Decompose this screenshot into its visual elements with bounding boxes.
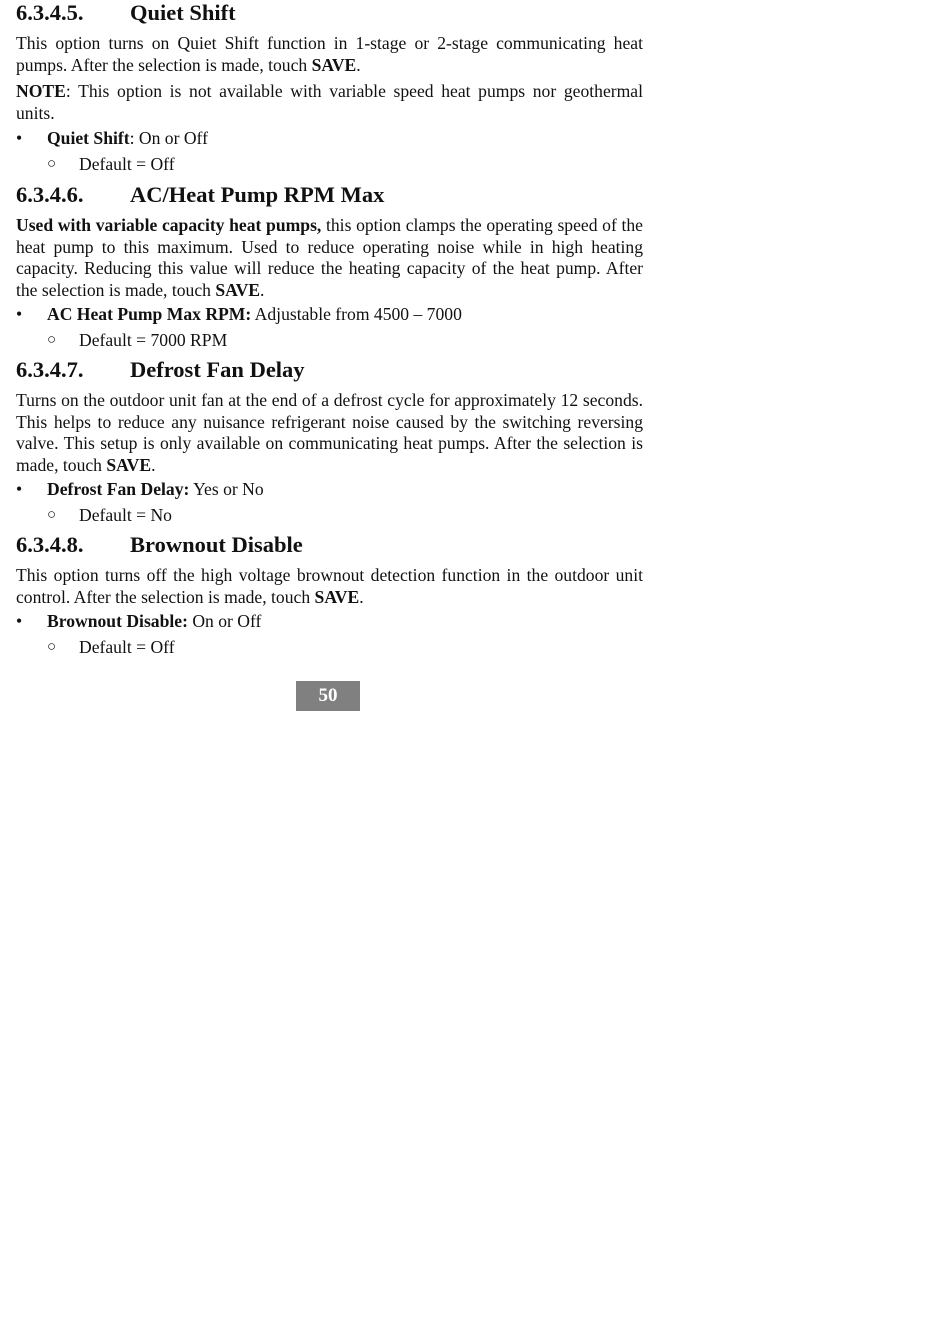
- bullet-label: AC Heat Pump Max RPM:: [47, 304, 252, 324]
- save-keyword: SAVE: [311, 54, 357, 75]
- section-title: AC/Heat Pump RPM Max: [130, 182, 385, 207]
- section-paragraph: [16, 565, 643, 608]
- paragraph-end: .: [356, 54, 361, 75]
- bullet-item: [16, 128, 643, 150]
- bullet-mark: •: [16, 611, 23, 631]
- section-quiet-shift: [16, 0, 643, 175]
- paragraph-text: Turns on the outdoor unit fan at the end of a defrost cycle for approximately 12 seconds. This helps to reduce any nuisance refrigerant noise caused by the switching reversing valve. This setup is only available on communicating heat pumps. After the selection is made, touch: [16, 390, 643, 475]
- sub-bullet-item: [16, 154, 643, 176]
- bullet-label: Brownout Disable:: [47, 611, 188, 631]
- bullet-mark: •: [16, 304, 23, 324]
- section-paragraph: [16, 390, 643, 476]
- save-keyword: SAVE: [106, 454, 152, 475]
- paragraph-text: This option turns off the high voltage brownout detection function in the outdoor unit control. After the selection is made, touch: [16, 565, 643, 607]
- section-paragraph: [16, 215, 643, 301]
- section-title: Defrost Fan Delay: [130, 357, 305, 382]
- note-text: : This option is not available with variable speed heat pumps nor geothermal units.: [16, 81, 643, 123]
- sub-bullet-mark: ○: [47, 506, 57, 523]
- section-heading: [16, 0, 643, 26]
- section-number: 6.3.4.5.: [16, 0, 84, 25]
- default-value: Default = No: [79, 504, 172, 525]
- paragraph-end: .: [260, 279, 265, 300]
- section-title: Quiet Shift: [130, 0, 236, 25]
- note-label: NOTE: [16, 81, 66, 101]
- bullet-text: Yes or No: [189, 479, 264, 499]
- page-number: 50: [296, 681, 360, 711]
- paragraph-text: this option clamps the operating speed of the heat pump to this maximum. Used to reduce operating noise while in high heating capacity. Reducing this value will reduce the heating capacity of the heat pump. After the selection is made, touch: [16, 215, 643, 300]
- default-value: Default = Off: [79, 153, 175, 174]
- section-brownout-disable: [16, 532, 643, 658]
- sub-bullet-mark: ○: [47, 638, 57, 655]
- bullet-label: Defrost Fan Delay:: [47, 479, 190, 499]
- default-value: Default = 7000 RPM: [79, 329, 228, 350]
- bullet-text: : On or Off: [129, 128, 208, 148]
- sub-bullet-item: [16, 330, 643, 352]
- bullet-label: Quiet Shift: [47, 128, 130, 148]
- section-number: 6.3.4.8.: [16, 532, 84, 557]
- sub-bullet-item: [16, 637, 643, 659]
- sub-bullet-mark: ○: [47, 331, 57, 348]
- section-heading: [16, 182, 643, 208]
- save-keyword: SAVE: [215, 279, 261, 300]
- bullet-text: Adjustable from 4500 – 7000: [251, 304, 462, 324]
- default-value: Default = Off: [79, 636, 175, 657]
- save-keyword: SAVE: [314, 586, 360, 607]
- bullet-item: [16, 304, 643, 326]
- sub-bullet-mark: ○: [47, 155, 57, 172]
- bullet-item: [16, 611, 643, 633]
- section-heading: [16, 357, 643, 383]
- section-title: Brownout Disable: [130, 532, 303, 557]
- sub-bullet-item: [16, 505, 643, 527]
- bullet-mark: •: [16, 128, 23, 148]
- paragraph-end: .: [151, 454, 156, 475]
- paragraph-lead: Used with variable capacity heat pumps,: [16, 215, 322, 235]
- section-ac-heat-pump-rpm-max: [16, 182, 643, 351]
- note-paragraph: [16, 81, 643, 124]
- paragraph-end: .: [359, 586, 364, 607]
- section-paragraph: [16, 33, 643, 76]
- bullet-mark: •: [16, 479, 23, 499]
- section-number: 6.3.4.7.: [16, 357, 84, 382]
- section-number: 6.3.4.6.: [16, 182, 84, 207]
- section-heading: [16, 532, 643, 558]
- paragraph-text: This option turns on Quiet Shift function in 1-stage or 2-stage communicating heat pumps. After the selection is made, touch: [16, 33, 643, 75]
- section-defrost-fan-delay: [16, 357, 643, 526]
- bullet-text: On or Off: [187, 611, 262, 631]
- bullet-item: [16, 479, 643, 501]
